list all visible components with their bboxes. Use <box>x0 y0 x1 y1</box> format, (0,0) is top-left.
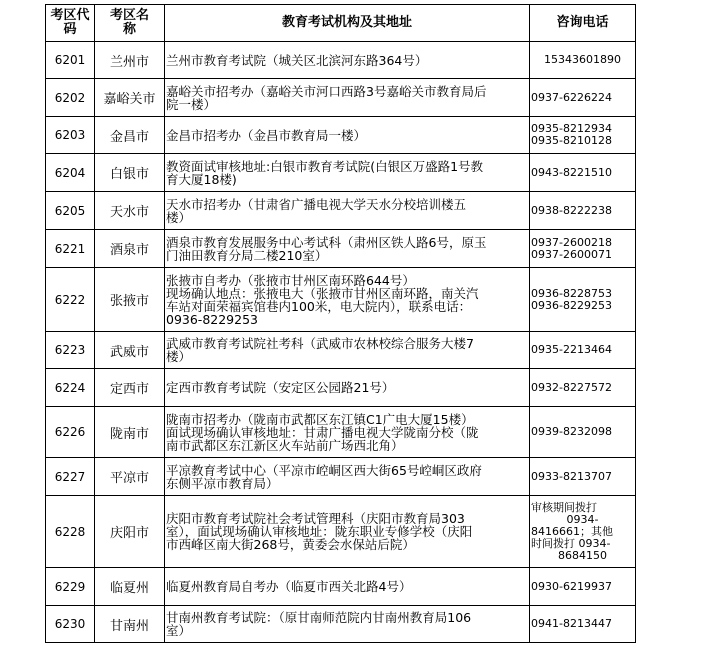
institution-address-line: 定西市教育考试院（安定区公园路21号） <box>166 380 395 395</box>
phone-cell <box>530 369 636 407</box>
institution-address-line: 张掖市自考办（张掖市甘州区南环路644号） <box>166 272 415 288</box>
header-institution: 教育考试机构及其地址 <box>165 5 530 42</box>
institution-address-line: 门油田教育分局二楼210室） <box>166 247 328 263</box>
institution-address-line: 酒泉市教育发展服务中心考试科（肃州区铁人路6号，原玉 <box>166 234 487 250</box>
phone-cell <box>530 268 636 332</box>
table-row <box>46 458 636 496</box>
region-name-cell: 甘南州 <box>95 606 165 643</box>
phone-line: 0934- <box>566 512 599 526</box>
institution-address-cell <box>165 192 530 230</box>
table-row <box>46 268 636 332</box>
institution-address-line: 面试现场确认审核地址：甘肃广播电视大学陇南分校（陇 <box>166 424 479 440</box>
header-code <box>46 5 95 42</box>
phone-cell <box>530 606 636 643</box>
phone-line: 0939-8232098 <box>531 425 612 438</box>
institution-address-cell <box>165 568 530 606</box>
region-code-cell: 6228 <box>46 496 95 568</box>
phone-cell <box>530 192 636 230</box>
institution-address-cell <box>165 606 530 643</box>
institution-address-cell <box>165 154 530 192</box>
region-name-cell: 酒泉市 <box>95 230 165 268</box>
institution-address-line: 现场确认地点：张掖电大（张掖市甘州区南环路，南关汽 <box>166 285 479 301</box>
region-code-cell: 6227 <box>46 458 95 496</box>
phone-line: 0937-2600071 <box>531 247 612 261</box>
region-name-cell: 临夏州 <box>95 568 165 606</box>
institution-address-cell <box>165 407 530 458</box>
table-row <box>46 230 636 268</box>
region-name-cell: 陇南市 <box>95 407 165 458</box>
region-name-cell: 兰州市 <box>95 42 165 79</box>
region-code-cell: 6230 <box>46 606 95 643</box>
region-code-cell: 6223 <box>46 332 95 369</box>
region-name-cell: 天水市 <box>95 192 165 230</box>
institution-address-line: 南市武都区东江新区火车站前广场西北角） <box>166 437 404 453</box>
phone-line: 0943-8221510 <box>531 165 612 179</box>
region-code-cell: 6204 <box>46 154 95 192</box>
header-phone: 咨询电话 <box>530 5 636 42</box>
phone-cell <box>530 42 636 79</box>
institution-address-line: 武威市教育考试院社考科（武威市农林校综合服务大楼7 <box>166 336 474 351</box>
institution-address-cell <box>165 42 530 79</box>
phone-cell <box>530 154 636 192</box>
table-row <box>46 332 636 369</box>
header-name <box>95 5 165 42</box>
institution-address-line: 嘉峪关市招考办（嘉峪关市河口西路3号嘉峪关市教育局后 <box>166 83 487 99</box>
phone-line: 8684150 <box>558 548 607 562</box>
table-row <box>46 79 636 117</box>
institution-address-line: 教资面试审核地址:白银市教育考试院(白银区万盛路1号教 <box>166 158 484 174</box>
institution-address-line: 楼） <box>166 349 192 364</box>
institution-address-line: 东侧平凉市教育局） <box>166 475 279 491</box>
header-name-text: 考区名称 <box>109 8 149 37</box>
phone-line: 审核期间拨打 <box>531 500 597 514</box>
institution-address-line: 育大厦18楼) <box>166 171 237 187</box>
region-name-cell: 嘉峪关市 <box>95 79 165 117</box>
phone-line: 0941-8213447 <box>531 617 612 630</box>
institution-address-line: 甘南州教育考试院：（原甘南师范院内甘南州教育局106 <box>166 610 472 625</box>
table-row <box>46 42 636 79</box>
institution-address-cell <box>165 230 530 268</box>
table-row <box>46 154 636 192</box>
table-row <box>46 496 636 568</box>
institution-address-line: 兰州市教育考试院（城关区北滨河东路364号） <box>166 52 428 68</box>
region-code-cell: 6205 <box>46 192 95 230</box>
phone-line: 时间拨打 0934- <box>531 536 611 550</box>
region-code-cell: 6229 <box>46 568 95 606</box>
institution-address-cell <box>165 79 530 117</box>
region-name-cell: 武威市 <box>95 332 165 369</box>
region-name-cell: 金昌市 <box>95 117 165 154</box>
institution-address-line: 天水市招考办（甘肃省广播电视大学天水分校培训楼五 <box>166 196 467 212</box>
header-code-text: 考区代码 <box>50 8 90 37</box>
phone-cell <box>530 117 636 154</box>
phone-line: 15343601890 <box>544 53 621 66</box>
region-code-cell: 6222 <box>46 268 95 332</box>
institution-address-line: 陇南市招考办（陇南市武都区东江镇C1广电大厦15楼） <box>166 411 474 427</box>
phone-cell <box>530 79 636 117</box>
region-code-cell: 6226 <box>46 407 95 458</box>
institution-address-line: 平凉教育考试中心（平凉市崆峒区西大街65号崆峒区政府 <box>166 462 482 478</box>
phone-line: 0930-6219937 <box>531 579 612 593</box>
phone-line: 0936-8228753 <box>531 286 612 300</box>
phone-line: 0932-8227572 <box>531 380 612 394</box>
phone-line: 0937-2600218 <box>531 235 612 249</box>
region-name-cell: 白银市 <box>95 154 165 192</box>
institution-address-cell <box>165 496 530 568</box>
phone-line: 8416661；其他 <box>531 524 613 538</box>
phone-line: 0937-6226224 <box>531 90 612 104</box>
institution-address-line: 庆阳市教育考试院社会考试管理科（庆阳市教育局303 <box>166 511 465 526</box>
region-name-cell: 平凉市 <box>95 458 165 496</box>
region-name-cell: 张掖市 <box>95 268 165 332</box>
phone-cell <box>530 568 636 606</box>
region-code-cell: 6224 <box>46 369 95 407</box>
phone-cell <box>530 230 636 268</box>
phone-line: 0935-8210128 <box>531 134 612 147</box>
institution-address-line: 院一楼） <box>166 96 217 112</box>
table-body <box>46 42 636 643</box>
table-row <box>46 117 636 154</box>
region-code-cell: 6202 <box>46 79 95 117</box>
institution-address-line: 0936-8229253 <box>166 311 258 327</box>
phone-cell <box>530 407 636 458</box>
region-name-cell: 庆阳市 <box>95 496 165 568</box>
region-name-cell: 定西市 <box>95 369 165 407</box>
table-row <box>46 192 636 230</box>
phone-cell <box>530 458 636 496</box>
institution-address-line: 室），面试现场确认审核地址：陇东职业专修学校（庆阳 <box>166 524 473 539</box>
region-code-cell: 6201 <box>46 42 95 79</box>
phone-line: 0938-8222238 <box>531 203 612 217</box>
institution-address-cell <box>165 369 530 407</box>
table-row <box>46 407 636 458</box>
institution-address-cell <box>165 268 530 332</box>
table-row <box>46 568 636 606</box>
table-header-row <box>46 5 636 42</box>
phone-line: 0935-2213464 <box>531 343 612 356</box>
region-code-cell: 6221 <box>46 230 95 268</box>
phone-line: 0936-8229253 <box>531 298 612 312</box>
phone-cell <box>530 496 636 568</box>
phone-line: 0935-8212934 <box>531 122 612 135</box>
phone-line: 0933-8213707 <box>531 469 612 483</box>
institution-address-cell <box>165 117 530 154</box>
exam-office-table <box>45 4 636 643</box>
institution-address-line: 楼） <box>166 209 192 225</box>
institution-address-line: 室） <box>166 623 192 638</box>
institution-address-cell <box>165 332 530 369</box>
institution-address-line: 车站对面荣福宾馆巷内100米，电大院内），联系电话： <box>166 298 472 314</box>
region-code-cell: 6203 <box>46 117 95 154</box>
institution-address-line: 市西峰区南大街268号，黄委会水保站后院） <box>166 537 415 552</box>
institution-address-line: 临夏州教育局自考办（临夏市西关北路4号） <box>166 579 412 594</box>
institution-address-cell <box>165 458 530 496</box>
phone-cell <box>530 332 636 369</box>
institution-address-line: 金昌市招考办（金昌市教育局一楼） <box>166 127 367 143</box>
table-row <box>46 369 636 407</box>
table-row <box>46 606 636 643</box>
